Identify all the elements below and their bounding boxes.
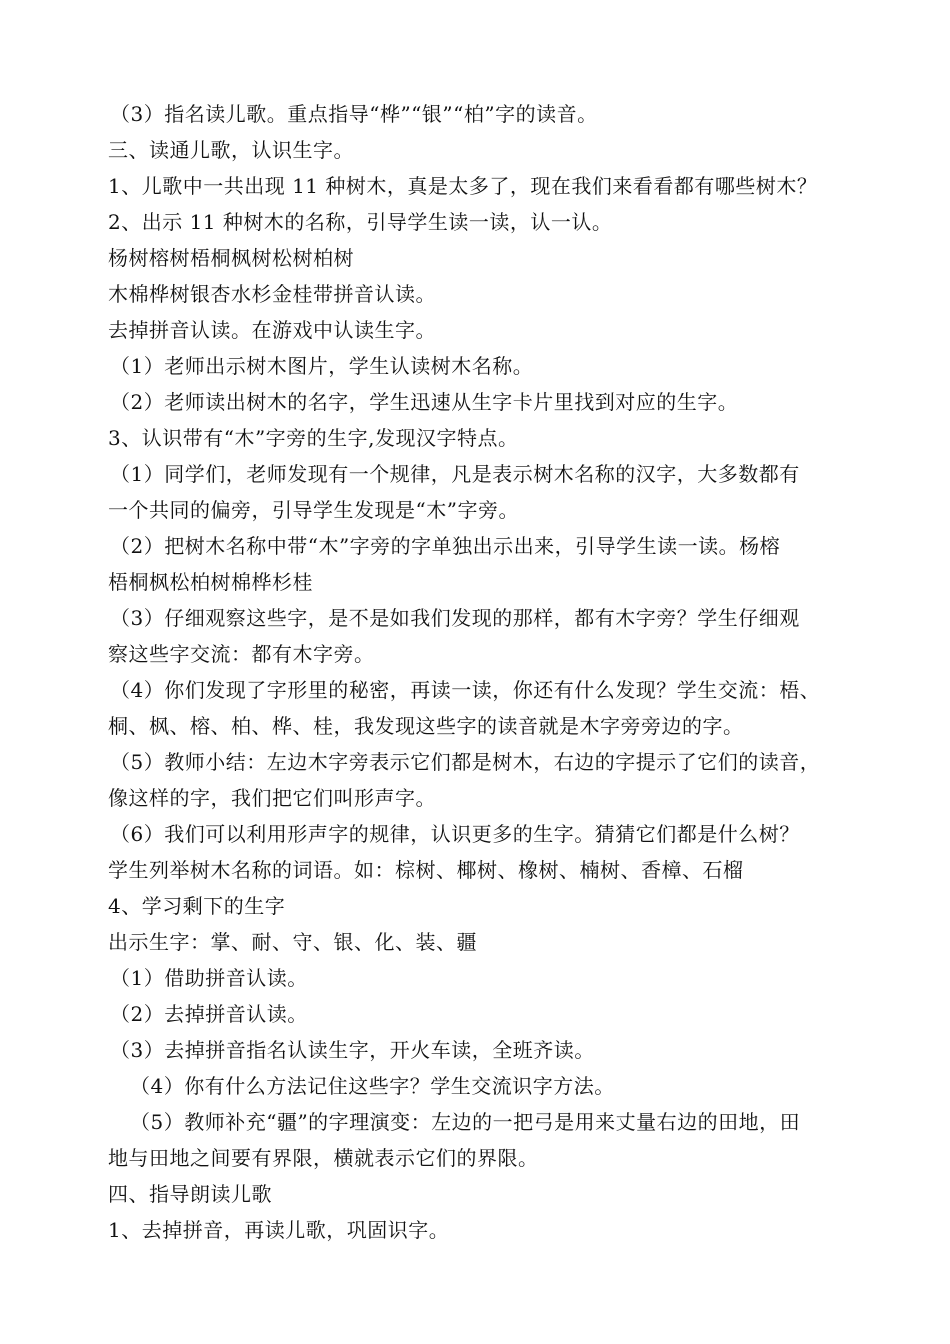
document-body (108, 96, 868, 1248)
paragraph-line: （3）去掉拼音指名认读生字，开火车读，全班齐读。 (110, 1038, 595, 1062)
paragraph-line: 3、认识带有“木”字旁的生字,发现汉字特点。 (108, 426, 519, 450)
paragraph-line: （3）仔细观察这些字，是不是如我们发现的那样，都有木字旁？学生仔细观 (110, 606, 800, 630)
paragraph-line: 1、去掉拼音，再读儿歌，巩固识字。 (108, 1218, 450, 1242)
paragraph-line: （1）借助拼音认读。 (110, 966, 308, 990)
paragraph-line: 杨树榕树梧桐枫树松树柏树 (108, 246, 354, 270)
paragraph-line: （4）你有什么方法记住这些字？学生交流识字方法。 (130, 1074, 615, 1098)
paragraph-line: （3）指名读儿歌。重点指导“桦”“银”“柏”字的读音。 (110, 102, 598, 126)
paragraph-line: 梧桐枫松柏树棉桦杉桂 (108, 570, 313, 594)
paragraph-line: 木棉桦树银杏水杉金桂带拼音认读。 (108, 282, 436, 306)
paragraph-line: 一个共同的偏旁，引导学生发现是“木”字旁。 (108, 498, 519, 522)
paragraph-line: 像这样的字，我们把它们叫形声字。 (108, 786, 436, 810)
paragraph-line: 2、出示 11 种树木的名称，引导学生读一读，认一认。 (108, 210, 613, 234)
paragraph-line: （6）我们可以利用形声字的规律，认识更多的生字。猜猜它们都是什么树？ (110, 822, 800, 846)
section-heading: 三、读通儿歌，认识生字。 (108, 138, 354, 162)
paragraph-line: 出示生字：掌、耐、守、银、化、装、疆 (108, 930, 477, 954)
paragraph-line: 4、学习剩下的生字 (108, 894, 286, 918)
paragraph-line: （4）你们发现了字形里的秘密，再读一读，你还有什么发现？学生交流：梧、 (110, 678, 821, 702)
paragraph-line: （1）同学们，老师发现有一个规律，凡是表示树木名称的汉字，大多数都有 (110, 462, 800, 486)
paragraph-line: 桐、枫、榕、柏、桦、桂，我发现这些字的读音就是木字旁旁边的字。 (108, 714, 744, 738)
paragraph-line: （5）教师补充“疆”的字理演变：左边的一把弓是用来丈量右边的田地，田 (130, 1110, 801, 1134)
paragraph-line: （2）老师读出树木的名字，学生迅速从生字卡片里找到对应的生字。 (110, 390, 739, 414)
paragraph-line: 1、儿歌中一共出现 11 种树木，真是太多了，现在我们来看看都有哪些树木？ (108, 174, 818, 198)
section-heading: 四、指导朗读儿歌 (108, 1182, 272, 1206)
paragraph-line: 学生列举树木名称的词语。如：棕树、椰树、橡树、楠树、香樟、石榴 (108, 858, 744, 882)
paragraph-line: 察这些字交流：都有木字旁。 (108, 642, 375, 666)
paragraph-line: （5）教师小结：左边木字旁表示它们都是树木，右边的字提示了它们的读音， (110, 750, 821, 774)
paragraph-line: （2）去掉拼音认读。 (110, 1002, 308, 1026)
paragraph-line: 去掉拼音认读。在游戏中认读生字。 (108, 318, 436, 342)
paragraph-line: 地与田地之间要有界限，横就表示它们的界限。 (108, 1146, 539, 1170)
paragraph-line: （1）老师出示树木图片，学生认读树木名称。 (110, 354, 534, 378)
paragraph-line: （2）把树木名称中带“木”字旁的字单独出示出来，引导学生读一读。杨榕 (110, 534, 781, 558)
